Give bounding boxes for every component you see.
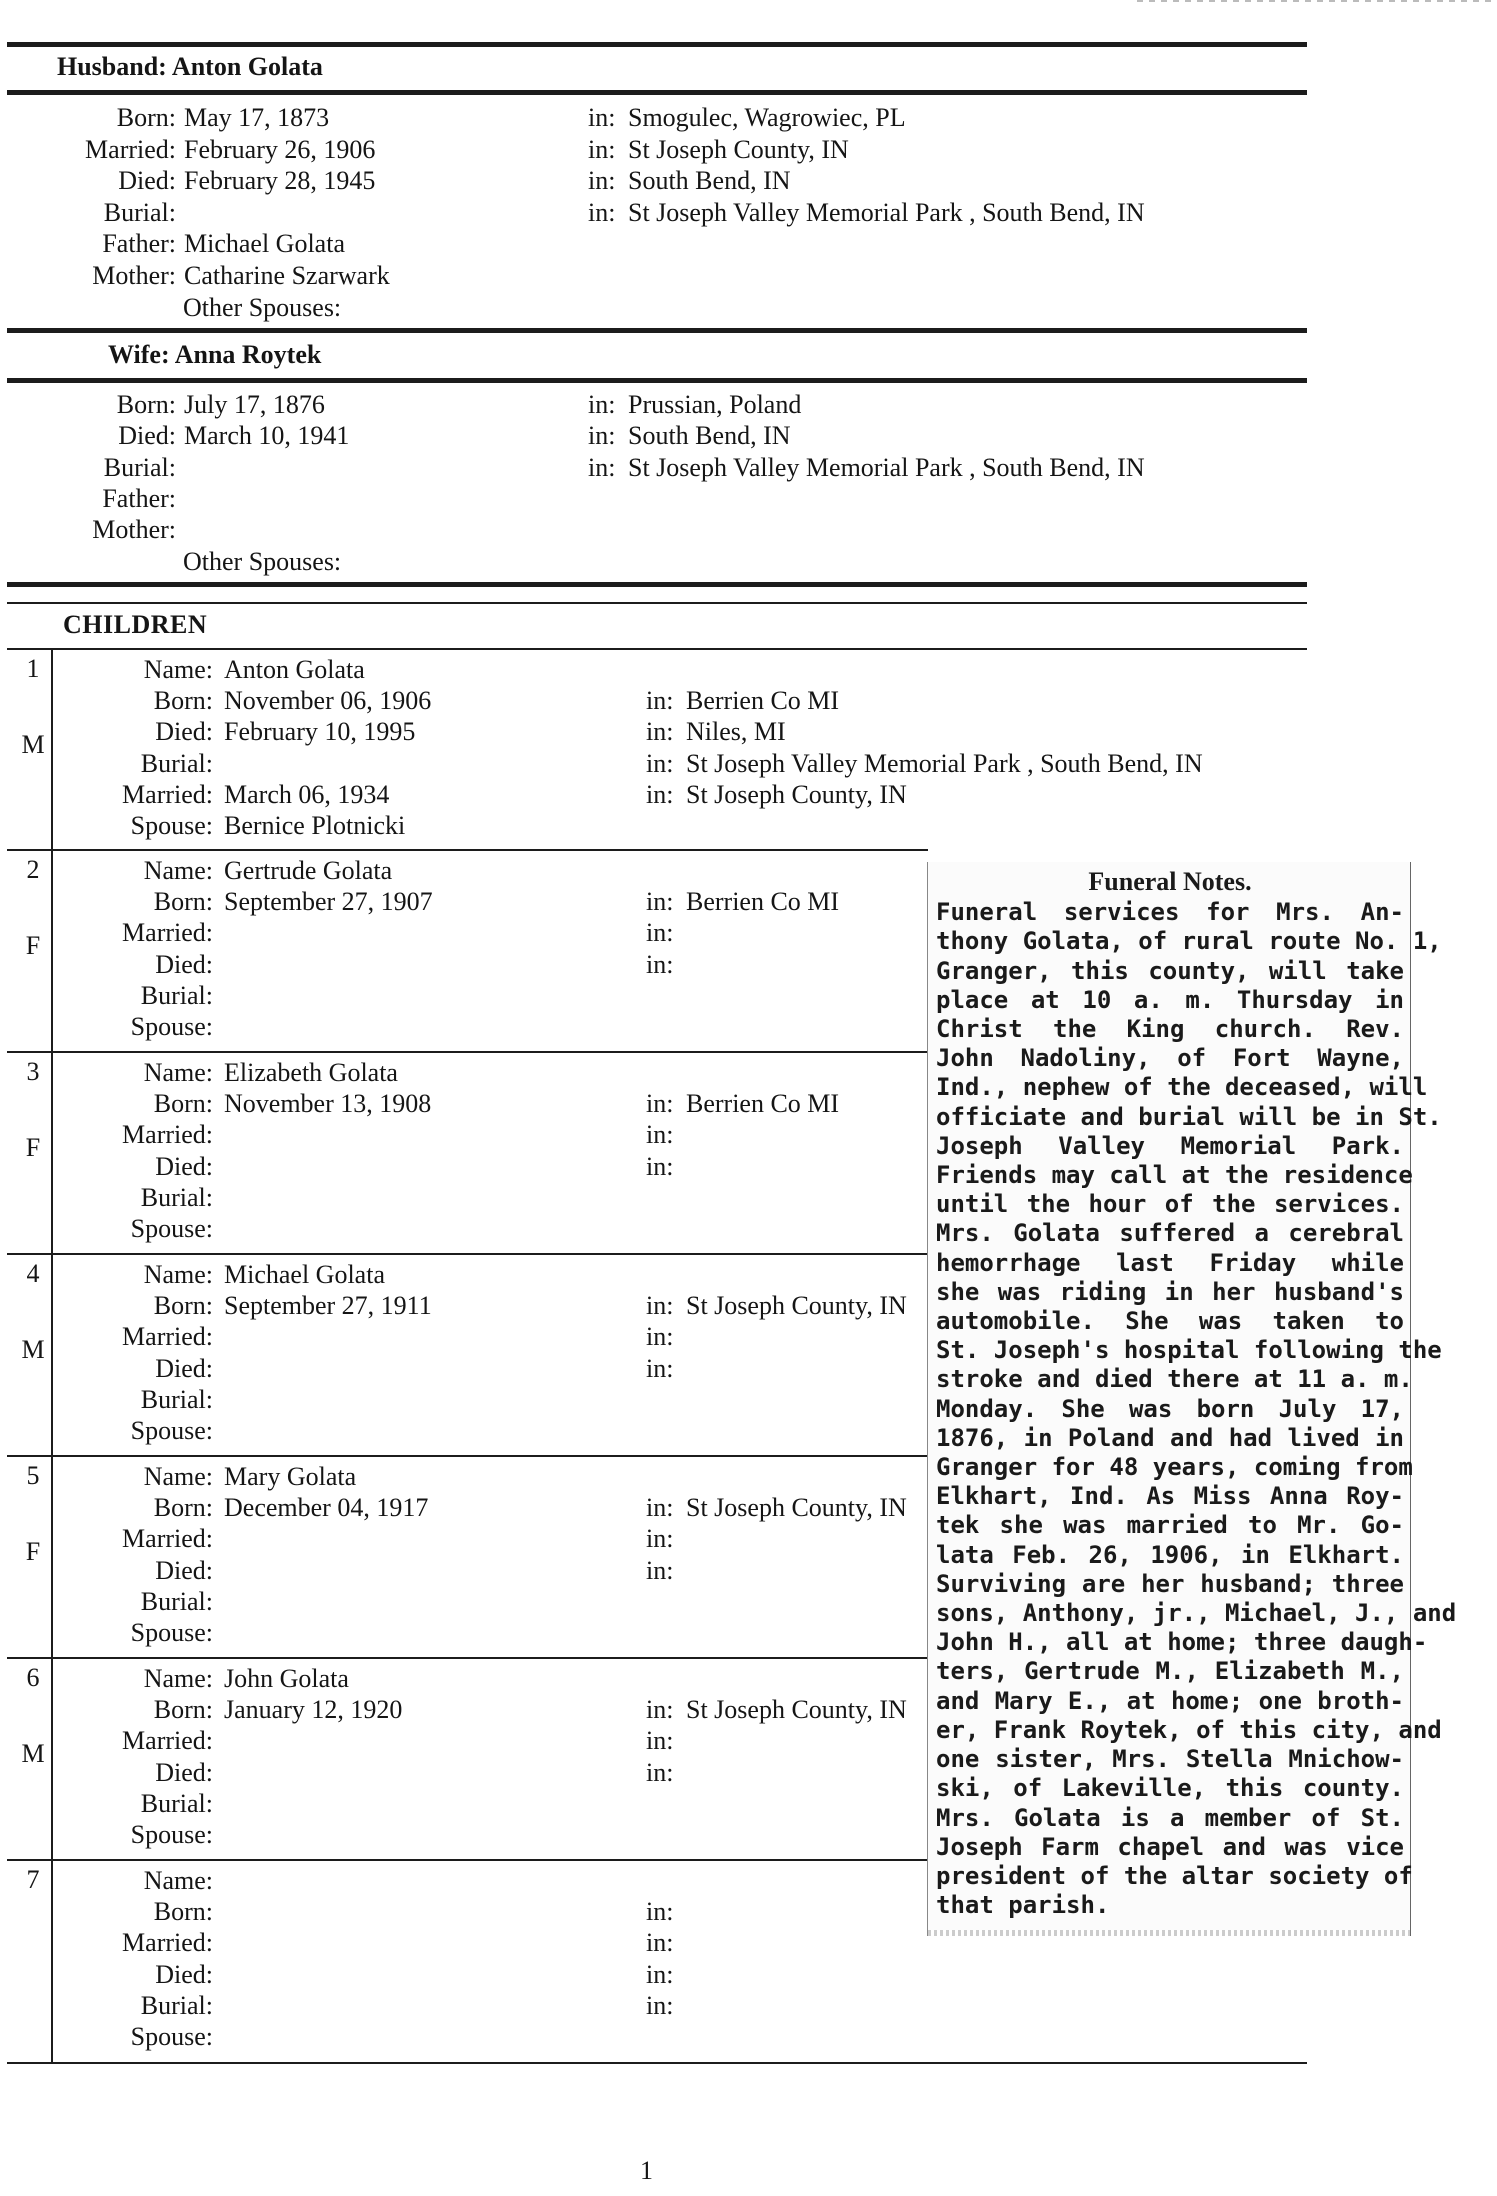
- child-sex: M: [21, 730, 45, 759]
- child-row-label: Married:: [122, 1726, 213, 1756]
- clipping-line: Funeral services for Mrs. An-: [936, 898, 1404, 927]
- husband-fact-value: Michael Golata: [184, 229, 345, 258]
- clipping-line: Monday. She was born July 17,: [936, 1394, 1404, 1423]
- husband-name: Anton Golata: [171, 52, 323, 81]
- child-row-value: December 04, 1917: [224, 1493, 429, 1523]
- clipping-line: thony Golata, of rural route No. 1,: [936, 927, 1442, 956]
- clipping-line: lata Feb. 26, 1906, in Elkhart.: [936, 1540, 1404, 1569]
- child-row-value: Michael Golata: [224, 1260, 385, 1289]
- child-row-in-label: in:: [646, 1322, 674, 1352]
- clipping-line: Ind., nephew of the deceased, will: [936, 1073, 1428, 1102]
- child-row-label: Name:: [143, 1866, 213, 1895]
- rule-children-heading-below: [7, 648, 1307, 650]
- child-row-in-label: in:: [646, 686, 674, 716]
- wife-fact-in-label: in:: [588, 452, 616, 482]
- child-row-label: Married:: [122, 1524, 213, 1554]
- wife-fact-place: Prussian, Poland: [628, 390, 802, 419]
- husband-fact-in-label: in:: [588, 103, 616, 132]
- clipping-line: place at 10 a. m. Thursday in: [936, 985, 1404, 1014]
- child-row-value: November 13, 1908: [224, 1089, 432, 1119]
- child-row-in-label: in:: [646, 1089, 674, 1119]
- clipping-torn-edge: [928, 1930, 1410, 1936]
- child-row-label: Burial:: [140, 1788, 213, 1818]
- child-row-value: November 06, 1906: [224, 686, 432, 716]
- husband-fact-place: Smogulec, Wagrowiec, PL: [628, 103, 906, 132]
- rule-children-above: [7, 582, 1307, 587]
- child-row-in-label: in:: [646, 1151, 674, 1181]
- wife-fact-in-label: in:: [588, 421, 616, 451]
- child-separator-rule: [7, 1253, 928, 1255]
- family-group-sheet: Husband: Anton Golata Born: May 17, 1873 in: Smogulec, Wagrowiec, PL Married: February 26, 1906 in: St Joseph County, IN Died: February 28, 1945 in: South Bend, IN Burial: in: St Joseph Valley Memorial Park , South Bend, IN Father: Michael Golata Mother: Catharine Szarwark Other Spouses: Wife: Anna Roytek Born: July 17, 1876 in: Prussian, Poland Died: March 10, 1941 in: South Bend, IN Burial: in: St Joseph Valley Memorial Park , South Bend, IN Father: Mother: Other Spouses: CHILDREN 1 M Name: Anton Golata Born: November 06, 1906 in: Berrien Co MI Died: February 10, 1995 in: Niles, MI Burial: in: St Joseph Valley Memorial Park , South Bend, IN Married: March 06, 1934 in: St Joseph County, IN Spouse: Bernice Plotnicki 2 F Name: Gertrude Golata Born: September 27, 1907 in: Berrien Co MI Married: in: Died: in: Burial: Spouse: 3 F Name: Elizabeth Golata Born: November 13, 1908 in: Berrien Co MI Married: in: Died: in: Burial: Spouse: 4 M Name: Michael Golata Born: September 27, 1911 in: St Joseph County, IN Married: in: Died: in: Burial: Spouse: 5 F Name: Mary Golata Born: December 04, 1917 in: St Joseph County, IN Married: in: Died: in: Burial: Spouse: 6 M Name: John Golata Born: January 12, 1920 in: St Joseph County, IN Married: in: Died: in: Burial: Spouse: 7 Name: Born: in: Married: in: Died: in: Burial: in: Spouse: Funeral Notes. Funeral services for Mrs. An- thony Golata, of rural route No. 1, Granger, this county, will take place at 10 a. m. Thursday in Christ the King church. Rev. John Nadoliny, of Fort Wayne, Ind., nephew of the deceased, will officiate and burial will be in St. Joseph Valley Memorial Park. Friends may call at the residence until the hour of the services. Mrs. Golata suffered a cerebral hemorrhage last Friday while she was riding in her husband's automobile. She was taken to St. Joseph's hospital following the stroke and died there at 11 a. m. Monday. She was born July 17, 1876, in Poland and had lived in Granger for 48 years, coming from Elkhart, Ind. As Miss Anna Roy- tek she was married to Mr. Go- lata Feb. 26, 1906, in Elkhart. Surviving are her husband; three sons, Anthony, jr., Michael, J., and John H., all at home; three daugh- ters, Gertrude M., Elizabeth M., and Mary E., at home; one broth- er, Frank Roytek, of this city, and one sister, Mrs. Stella Mnichow- ski, of Lakeville, this county. Mrs. Golata is a member of St. Joseph Farm chapel and was vice president of the altar society of that parish. 1: [0, 0, 1497, 2196]
- clipping-line: stroke and died there at 11 a. m.: [936, 1365, 1413, 1394]
- wife-fact-value: July 17, 1876: [184, 390, 325, 419]
- child-sex: M: [21, 1739, 45, 1768]
- husband-fact-place: St Joseph Valley Memorial Park , South Bend, IN: [628, 197, 1145, 227]
- rule-wife-below: [7, 378, 1307, 383]
- clipping-line: Granger for 48 years, coming from: [936, 1453, 1413, 1482]
- clipping-line: 1876, in Poland and had lived in: [936, 1423, 1404, 1452]
- child-sex: F: [25, 1133, 41, 1162]
- children-heading: CHILDREN: [63, 610, 208, 639]
- clipping-line: ski, of Lakeville, this county.: [936, 1774, 1404, 1803]
- husband-fact-in-label: in:: [588, 134, 616, 164]
- child-row-in-label: in:: [646, 1555, 674, 1585]
- child-row-label: Married:: [122, 779, 213, 809]
- clipping-line: John Nadoliny, of Fort Wayne,: [936, 1044, 1404, 1073]
- child-number: 7: [26, 1865, 40, 1894]
- wife-fact-place: St Joseph Valley Memorial Park , South Bend, IN: [628, 452, 1145, 482]
- child-row-place: St Joseph County, IN: [686, 1291, 907, 1321]
- clipping-line: er, Frank Roytek, of this city, and: [936, 1715, 1442, 1744]
- husband-fact-label: Burial:: [103, 197, 176, 227]
- child-number: 6: [26, 1663, 40, 1692]
- clipping-line: until the hour of the services.: [936, 1190, 1404, 1219]
- child-row-label: Born:: [153, 1695, 213, 1725]
- child-row-label: Married:: [122, 1120, 213, 1150]
- husband-fact-value: February 28, 1945: [184, 166, 376, 195]
- wife-fact-value: March 10, 1941: [184, 421, 350, 451]
- child-row-place: St Joseph Valley Memorial Park , South Bend, IN: [686, 748, 1203, 778]
- child-row-label: Died:: [155, 949, 213, 979]
- husband-fact-value: February 26, 1906: [184, 134, 376, 164]
- child-row-label: Name:: [143, 1260, 213, 1289]
- child-row-label: Name:: [143, 655, 213, 684]
- child-entry: [7, 652, 1307, 852]
- newspaper-clipping: [927, 862, 1457, 1936]
- child-row-label: Spouse:: [130, 1618, 213, 1647]
- child-row-label: Burial:: [140, 1182, 213, 1212]
- clipping-line: automobile. She was taken to: [936, 1307, 1404, 1336]
- scan-edge-mark: [1137, 0, 1497, 2]
- clipping-line: she was riding in her husband's: [936, 1277, 1404, 1306]
- clipping-line: tek she was married to Mr. Go-: [936, 1511, 1404, 1540]
- clipping-line: Joseph Farm chapel and was vice: [936, 1832, 1404, 1861]
- child-row-in-label: in:: [646, 1291, 674, 1321]
- child-separator-rule: [7, 849, 928, 851]
- child-row-value: Bernice Plotnicki: [224, 811, 406, 840]
- clipping-line: Joseph Valley Memorial Park.: [936, 1131, 1404, 1160]
- child-row-label: Spouse:: [130, 1012, 213, 1041]
- clipping-title: Funeral Notes.: [1088, 867, 1252, 896]
- child-separator-rule: [7, 1657, 928, 1659]
- child-row-label: Born:: [153, 1291, 213, 1321]
- child-row-value: John Golata: [224, 1664, 349, 1693]
- clipping-line: Mrs. Golata is a member of St.: [936, 1803, 1404, 1832]
- child-row-in-label: in:: [646, 949, 674, 979]
- clipping-body: [936, 898, 1457, 1920]
- child-row-in-label: in:: [646, 1726, 674, 1756]
- child-row-in-label: in:: [646, 748, 674, 778]
- husband-fact-in-label: in:: [588, 197, 616, 227]
- child-row-label: Burial:: [140, 1586, 213, 1616]
- clipping-line: ters, Gertrude M., Elizabeth M.,: [936, 1657, 1404, 1686]
- child-row-place: Niles, MI: [686, 717, 786, 747]
- child-row-value: Elizabeth Golata: [224, 1058, 398, 1087]
- child-row-in-label: in:: [646, 1353, 674, 1383]
- child-number: 1: [26, 654, 40, 683]
- rule-wife-above: [7, 328, 1307, 333]
- child-row-in-label: in:: [646, 1524, 674, 1554]
- child-row-label: Died:: [155, 1959, 213, 1989]
- child-row-label: Born:: [153, 1897, 213, 1927]
- wife-heading: [108, 340, 321, 370]
- child-row-value: Mary Golata: [224, 1462, 357, 1491]
- clipping-line: Granger, this county, will take: [936, 956, 1404, 985]
- child-separator-rule: [7, 1455, 928, 1457]
- child-row-place: St Joseph County, IN: [686, 779, 907, 809]
- wife-fact-in-label: in:: [588, 390, 616, 419]
- child-row-label: Name:: [143, 1058, 213, 1087]
- child-row-label: Burial:: [140, 1384, 213, 1414]
- wife-name: Anna Roytek: [174, 340, 322, 369]
- child-row-label: Burial:: [140, 748, 213, 778]
- child-row-label: Spouse:: [130, 2022, 213, 2051]
- clipping-line: hemorrhage last Friday while: [936, 1248, 1404, 1277]
- wife-fact-label: Father:: [102, 483, 176, 513]
- child-row-label: Name:: [143, 1664, 213, 1693]
- child-row-label: Born:: [153, 1089, 213, 1119]
- husband-fact-label: Born:: [116, 103, 176, 132]
- child-row-label: Spouse:: [130, 1820, 213, 1849]
- child-row-place: Berrien Co MI: [686, 686, 840, 716]
- child-row-value: March 06, 1934: [224, 779, 390, 809]
- wife-fact-place: South Bend, IN: [628, 421, 791, 451]
- child-row-label: Died:: [155, 1353, 213, 1383]
- child-sex: F: [25, 931, 41, 960]
- clipping-line: and Mary E., at home; one broth-: [936, 1686, 1404, 1715]
- child-separator-rule: [7, 1051, 928, 1053]
- rule-children-above-thin: [7, 602, 1307, 604]
- child-row-place: Berrien Co MI: [686, 1089, 840, 1119]
- rule-husband-below: [7, 90, 1307, 95]
- child-row-value: Anton Golata: [224, 655, 365, 684]
- husband-label: Husband:: [57, 52, 167, 81]
- clipping-line: sons, Anthony, jr., Michael, J., and: [936, 1599, 1457, 1628]
- rule-children-bottom: [7, 2062, 1307, 2064]
- wife-fact-label: Mother:: [92, 515, 176, 545]
- child-row-in-label: in:: [646, 1120, 674, 1150]
- husband-fact-value: May 17, 1873: [184, 103, 330, 132]
- husband-fact-label: Mother:: [92, 260, 176, 290]
- child-row-value: February 10, 1995: [224, 717, 416, 747]
- husband-fact-label: Father:: [102, 229, 176, 258]
- husband-fact-label: Died:: [118, 166, 176, 195]
- child-row-in-label: in:: [646, 1493, 674, 1523]
- child-row-label: Died:: [155, 717, 213, 747]
- child-row-label: Born:: [153, 686, 213, 716]
- page-number: 1: [640, 2156, 653, 2185]
- child-row-value: January 12, 1920: [224, 1695, 403, 1725]
- child-number: 3: [26, 1057, 40, 1086]
- husband-fact-in-label: in:: [588, 166, 616, 195]
- child-row-label: Name:: [143, 1462, 213, 1491]
- wife-label: Wife:: [108, 340, 170, 369]
- child-row-label: Born:: [153, 887, 213, 917]
- husband-heading: [57, 52, 323, 82]
- child-row-label: Spouse:: [130, 1214, 213, 1243]
- child-row-in-label: in:: [646, 717, 674, 747]
- child-row-label: Spouse:: [130, 1416, 213, 1445]
- child-row-place: St Joseph County, IN: [686, 1695, 907, 1725]
- clipping-line: John H., all at home; three daugh-: [936, 1628, 1428, 1657]
- child-row-in-label: in:: [646, 1928, 674, 1958]
- child-row-label: Died:: [155, 1151, 213, 1181]
- child-row-in-label: in:: [646, 1757, 674, 1787]
- husband-fact-value: Catharine Szarwark: [184, 260, 390, 290]
- child-row-label: Married:: [122, 1928, 213, 1958]
- child-row-in-label: in:: [646, 1959, 674, 1989]
- child-row-label: Burial:: [140, 980, 213, 1010]
- clipping-line: Elkhart, Ind. As Miss Anna Roy-: [936, 1482, 1404, 1511]
- child-row-label: Married:: [122, 1322, 213, 1352]
- child-row-place: St Joseph County, IN: [686, 1493, 907, 1523]
- child-row-label: Spouse:: [130, 811, 213, 840]
- child-row-place: Berrien Co MI: [686, 887, 840, 917]
- child-row-in-label: in:: [646, 1897, 674, 1927]
- rule-top: [7, 42, 1307, 47]
- child-number: 5: [26, 1461, 40, 1490]
- child-separator-rule: [7, 1859, 928, 1861]
- child-row-in-label: in:: [646, 1990, 674, 2020]
- child-row-label: Married:: [122, 918, 213, 948]
- clipping-line: officiate and burial will be in St.: [936, 1102, 1442, 1131]
- clipping-line: St. Joseph's hospital following the: [936, 1336, 1442, 1365]
- wife-fact-label: Born:: [116, 390, 176, 419]
- clipping-line: that parish.: [936, 1891, 1110, 1920]
- child-sex: M: [21, 1335, 45, 1364]
- child-number: 2: [26, 855, 40, 884]
- clipping-line: Surviving are her husband; three: [936, 1569, 1404, 1598]
- wife-fact-label: Died:: [118, 421, 176, 451]
- wife-fact-label: Burial:: [103, 452, 176, 482]
- child-row-value: September 27, 1911: [224, 1291, 432, 1321]
- child-row-label: Died:: [155, 1757, 213, 1787]
- child-row-label: Born:: [153, 1493, 213, 1523]
- child-row-label: Name:: [143, 856, 213, 885]
- husband-fact-label: Married:: [85, 134, 176, 164]
- child-number: 4: [26, 1259, 40, 1288]
- clipping-line: Christ the King church. Rev.: [936, 1015, 1404, 1044]
- child-row-label: Died:: [155, 1555, 213, 1585]
- child-row-in-label: in:: [646, 918, 674, 948]
- child-sex: F: [25, 1537, 41, 1566]
- clipping-line: president of the altar society of: [936, 1861, 1413, 1890]
- child-row-in-label: in:: [646, 1695, 674, 1725]
- child-row-in-label: in:: [646, 887, 674, 917]
- husband-fact-place: South Bend, IN: [628, 166, 791, 195]
- husband-fact-place: St Joseph County, IN: [628, 134, 849, 164]
- child-row-label: Burial:: [140, 1990, 213, 2020]
- child-row-value: Gertrude Golata: [224, 856, 393, 885]
- child-row-in-label: in:: [646, 779, 674, 809]
- child-row-value: September 27, 1907: [224, 887, 433, 917]
- clipping-line: Mrs. Golata suffered a cerebral: [936, 1219, 1404, 1248]
- clipping-line: Friends may call at the residence: [936, 1161, 1413, 1190]
- clipping-line: one sister, Mrs. Stella Mnichow-: [936, 1745, 1404, 1774]
